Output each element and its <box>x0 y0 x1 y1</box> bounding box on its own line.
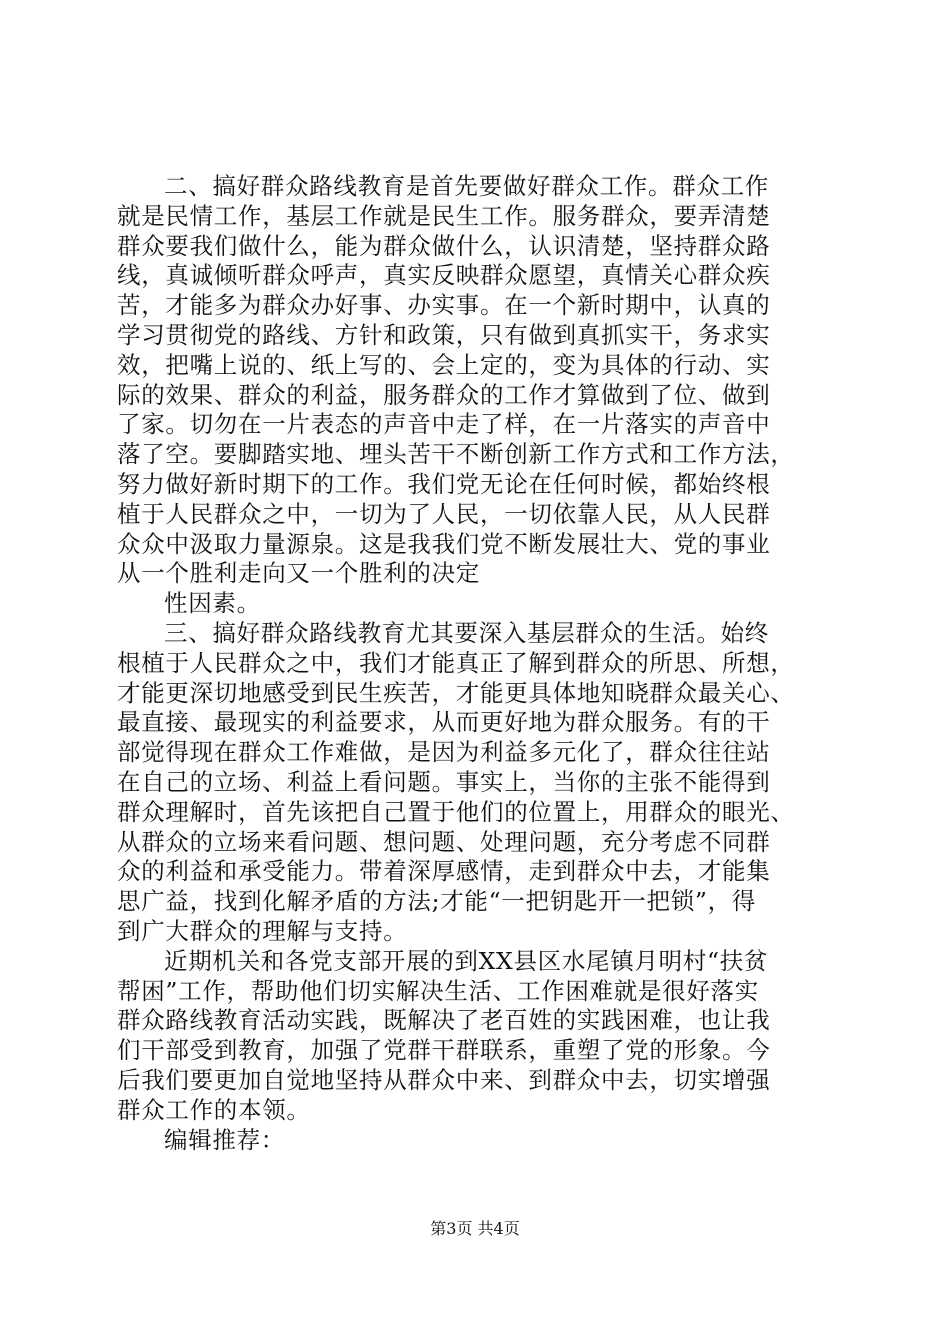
paragraph-3 <box>117 619 837 947</box>
paragraph-4 <box>117 947 837 1126</box>
text-line: 帮困”工作，帮助他们切实解决生活、工作困难就是很好落实 <box>117 976 759 1005</box>
text-line: 思广益，找到化解矛盾的方法;才能“一把钥匙开一把锁”，得 <box>117 887 757 916</box>
text-line: 群众工作的本领。 <box>117 1095 311 1124</box>
paragraph-2 <box>117 172 837 589</box>
text-line: 才能更深切地感受到民生疾苦，才能更具体地知晓群众最关心、 <box>117 678 795 707</box>
text-line: 三、搞好群众路线教育尤其要深入基层群众的生活。始终 <box>164 618 769 647</box>
text-line: 落了空。要脚踏实地、埋头苦干不断创新工作方式和工作方法， <box>117 440 795 469</box>
text-line: 苦，才能多为群众办好事、办实事。在一个新时期中，认真的 <box>117 291 771 320</box>
text-line: 根植于人民群众之中，我们才能真正了解到群众的所思、所想， <box>117 648 795 677</box>
text-line: 后我们要更加自觉地坚持从群众中来、到群众中去，切实增强 <box>117 1065 771 1094</box>
text-line: 部觉得现在群众工作难做，是因为利益多元化了，群众往往站 <box>117 738 771 767</box>
text-line: 群众要我们做什么，能为群众做什么，认识清楚，坚持群众路 <box>117 231 771 260</box>
text-line: 植于人民群众之中，一切为了人民，一切依靠人民，从人民群 <box>117 499 771 528</box>
text-line: 效，把嘴上说的、纸上写的、会上定的，变为具体的行动、实 <box>117 350 771 379</box>
text-line: 到广大群众的理解与支持。 <box>117 916 408 945</box>
text-line: 群众路线教育活动实践，既解决了老百姓的实践困难，也让我 <box>117 1006 771 1035</box>
text-line: 从一个胜利走向又一个胜利的决定 <box>117 559 480 588</box>
text-line: 就是民情工作，基层工作就是民生工作。服务群众，要弄清楚 <box>117 201 771 230</box>
text-line: 从群众的立场来看问题、想问题、处理问题，充分考虑不同群 <box>117 827 771 856</box>
text-line: 编辑推荐： <box>164 1125 285 1154</box>
page-footer: 第3页 共4页 <box>430 1219 520 1238</box>
document-body <box>117 172 837 1155</box>
text-line: 在自己的立场、利益上看问题。事实上，当你的主张不能得到 <box>117 767 771 796</box>
editor-recommendation <box>117 1126 837 1156</box>
text-line: 最直接、最现实的利益要求，从而更好地为群众服务。有的干 <box>117 708 771 737</box>
text-line: 们干部受到教育，加强了党群干群联系，重塑了党的形象。今 <box>117 1036 771 1065</box>
text-line: 群众理解时，首先该把自己置于他们的位置上，用群众的眼光、 <box>117 797 795 826</box>
text-line: 努力做好新时期下的工作。我们党无论在任何时候，都始终根 <box>117 469 771 498</box>
text-line: 学习贯彻党的路线、方针和政策，只有做到真抓实干，务求实 <box>117 320 771 349</box>
text-line: 众众中汲取力量源泉。这是我我们党不断发展壮大、党的事业 <box>117 529 771 558</box>
text-line: 线，真诚倾听群众呼声，真实反映群众愿望，真情关心群众疾 <box>117 261 771 290</box>
text-line: 二、搞好群众路线教育是首先要做好群众工作。群众工作 <box>164 172 769 200</box>
text-line: 性因素。 <box>164 589 261 618</box>
text-line: 际的效果、群众的利益，服务群众的工作才算做到了位、做到 <box>117 380 771 409</box>
text-line: 众的利益和承受能力。带着深厚感情，走到群众中去，才能集 <box>117 857 771 886</box>
text-line: 近期机关和各党支部开展的到XX县区水尾镇月明村“扶贫 <box>164 946 769 975</box>
paragraph-continuation <box>117 589 837 619</box>
text-line: 了家。切勿在一片表态的声音中走了样，在一片落实的声音中 <box>117 410 771 439</box>
